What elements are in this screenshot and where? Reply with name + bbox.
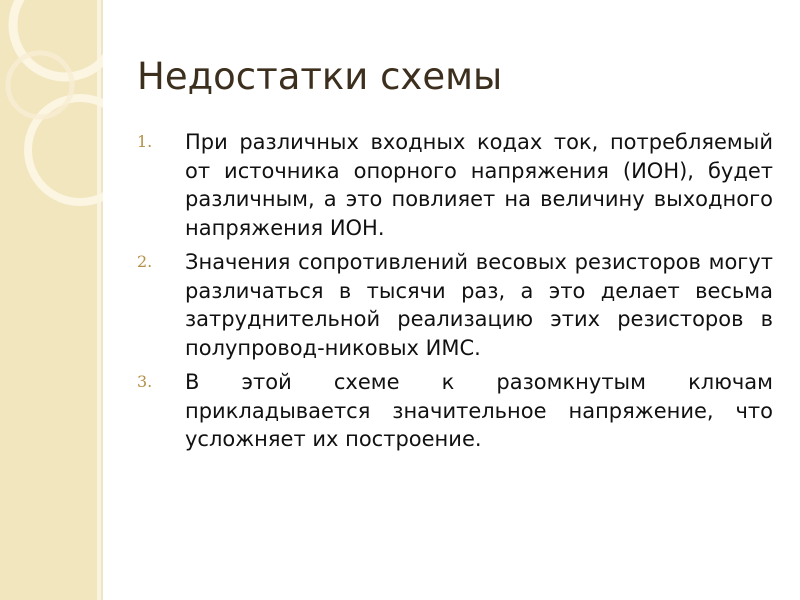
item-number: 1. [137,132,153,151]
item-number: 2. [137,252,153,271]
list-item [137,128,773,242]
decorative-rings-icon [0,0,103,600]
item-text: Значения сопротивлений весовых резисторов могут различаться в тысячи раз, а это делает весьма затруднительной реализацию этих резисторов в полупровод-никовых ИМС. [185,250,773,360]
list-item [137,248,773,362]
list-item [137,368,773,454]
item-text: В этой схеме к разомкнутым ключам прикладывается значительное напряжение, что усложняет их построение. [185,370,773,451]
drawbacks-list [137,128,773,460]
item-text: При различных входных кодах ток, потребляемый от источника опорного напряжения (ИОН), будет различным, а это повлияет на величину выходного напряжения ИОН. [185,130,773,240]
item-number: 3. [137,372,153,391]
slide-title: Недостатки схемы [137,55,503,98]
